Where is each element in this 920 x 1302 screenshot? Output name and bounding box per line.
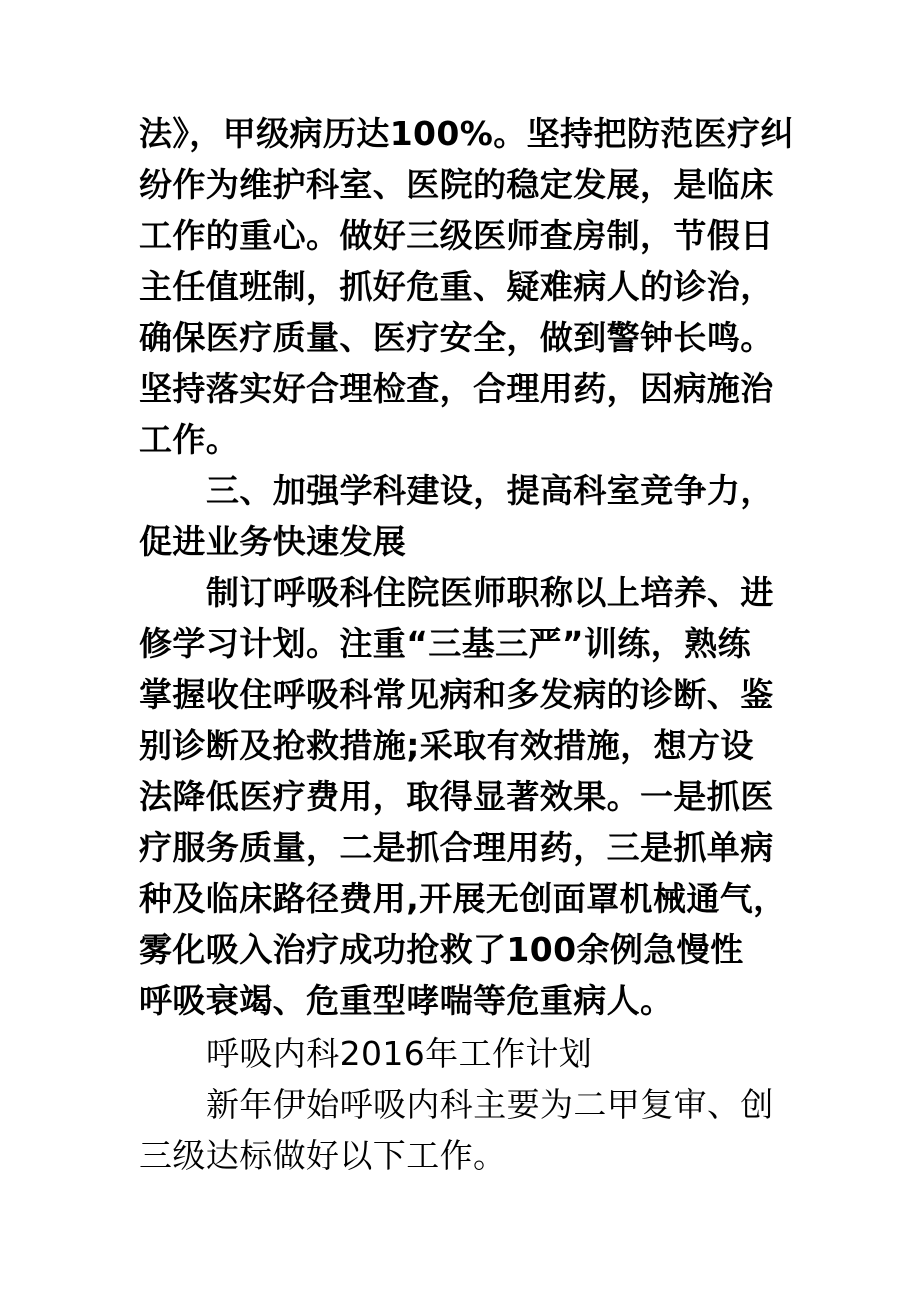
text-line: 主任值班制，抓好危重、疑难病人的诊治， bbox=[139, 267, 774, 306]
section-heading: 促进业务快速发展 bbox=[139, 522, 407, 561]
text-line: 坚持落实好合理检查，合理用药，因病施治 bbox=[139, 369, 774, 408]
text-line: 工作的重心。做好三级医师查房制，节假日 bbox=[139, 216, 774, 255]
text-line: 确保医疗质量、医疗安全，做到警钟长鸣。 bbox=[139, 318, 774, 357]
text-line: 制订呼吸科住院医师职称以上培养、进 bbox=[206, 573, 774, 612]
text-line: 纷作为维护科室、医院的稳定发展，是临床 bbox=[139, 165, 774, 204]
text-line: 呼吸衰竭、危重型哮喘等危重病人。 bbox=[139, 981, 674, 1020]
text-line: 别诊断及抢救措施;采取有效措施，想方设 bbox=[139, 726, 754, 765]
text-line: 掌握收住呼吸科常见病和多发病的诊断、鉴 bbox=[139, 675, 774, 714]
section-heading: 三、加强学科建设，提高科室竞争力， bbox=[206, 471, 774, 510]
body-text bbox=[139, 108, 794, 1026]
text-line: 修学习计划。注重“三基三严”训练，熟练 bbox=[139, 624, 751, 663]
text-line: 新年伊始呼吸内科主要为二甲复审、创 bbox=[206, 1085, 774, 1124]
text-line: 种及临床路径费用,开展无创面罩机械通气， bbox=[139, 879, 787, 918]
text-line: 疗服务质量，二是抓合理用药，三是抓单病 bbox=[139, 828, 774, 867]
plan-text bbox=[139, 1028, 789, 1181]
text-line: 法》，甲级病历达100%。坚持把防范医疗纠 bbox=[139, 114, 794, 153]
text-line: 三级达标做好以下工作。 bbox=[139, 1136, 507, 1175]
text-line: 工作。 bbox=[139, 420, 240, 459]
plan-title: 呼吸内科2016年工作计划 bbox=[206, 1034, 593, 1073]
text-line: 法降低医疗费用，取得显著效果。一是抓医 bbox=[139, 777, 774, 816]
text-line: 雾化吸入治疗成功抢救了100余例急慢性 bbox=[139, 930, 744, 969]
